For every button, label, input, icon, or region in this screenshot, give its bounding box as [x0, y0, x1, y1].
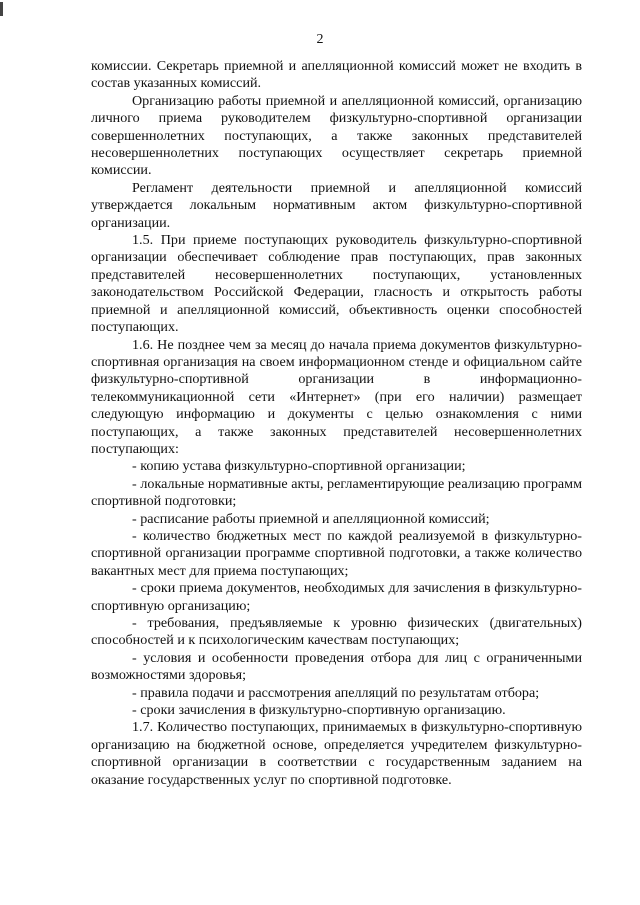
list-item-appeal-rules: - правила подачи и рассмотрения апелляций по результатам отбора; [132, 684, 540, 701]
list-item-local-acts: - локальные нормативные акты, регламентирующие реализацию программ спортивной подготовки; [91, 475, 582, 510]
paragraph-clause-1-7: 1.7. Количество поступающих, принимаемых в физкультурно-спортивную организацию на бюджетной основе, определяется учредителем физкультурно-спортивной организации в соответствии с государственным заданием на оказание государственных услуг по спортивной подготовке. [91, 719, 582, 788]
paragraph-clause-1-5: 1.5. При приеме поступающих руководитель физкультурно-спортивной организации обеспечивает соблюдение прав поступающих, прав законных представителей несовершеннолетних поступающих, установленных законодательством Российской Федерации, гласность и открытость работы приемной и апелляционной комиссий, объективность оценки способностей поступающих. [91, 232, 582, 336]
list-item-disability-conditions: - условия и особенности проведения отбора для лиц с ограниченными возможностями здоровья; [91, 649, 582, 684]
list-item-requirements: - требования, предъявляемые к уровню физических (двигательных) способностей и к психологическим качествам поступающих; [91, 615, 582, 649]
paragraph-clause-1-6: 1.6. Не позднее чем за месяц до начала приема документов физкультурно-спортивная организация на своем информационном стенде и официальном сайте физкультурно-спортивной организации в информационно-телекоммуникационной сети «Интернет» (при его наличии) размещает следующую информацию и документы с целью ознакомления с ними поступающих, а также законных представителей несовершеннолетних поступающих: [91, 336, 582, 457]
page-number: 2 [316, 32, 324, 47]
list-item-budget-places: - количество бюджетных мест по каждой реализуемой в физкультурно-спортивной организации программе спортивной подготовки, а также количество вакантных мест для приема поступающих; [91, 527, 582, 579]
list-item-enrollment-deadlines: - сроки зачисления в физкультурно-спортивную организацию. [132, 702, 506, 719]
document-body [91, 58, 582, 789]
list-item-schedule: - расписание работы приемной и апелляционной комиссий; [132, 510, 490, 527]
paragraph-commission-organization: Организацию работы приемной и апелляционной комиссий, организацию личного приема руководителем физкультурно-спортивной организации совершеннолетних поступающих, а также законных представителей несовершеннолетних поступающих осуществляет секретарь приемной комиссии. [91, 92, 582, 179]
scan-corner-mark [0, 2, 3, 16]
paragraph-continuation: комиссии. Секретарь приемной и апелляционной комиссий может не входить в состав указанных комиссий. [91, 58, 582, 92]
paragraph-commission-regulation: Регламент деятельности приемной и апелляционной комиссий утверждается локальным нормативным актом физкультурно-спортивной организации. [91, 179, 582, 231]
list-item-document-deadlines: - сроки приема документов, необходимых для зачисления в физкультурно-спортивную организацию; [91, 580, 582, 614]
list-item-charter: - копию устава физкультурно-спортивной организации; [132, 458, 466, 475]
